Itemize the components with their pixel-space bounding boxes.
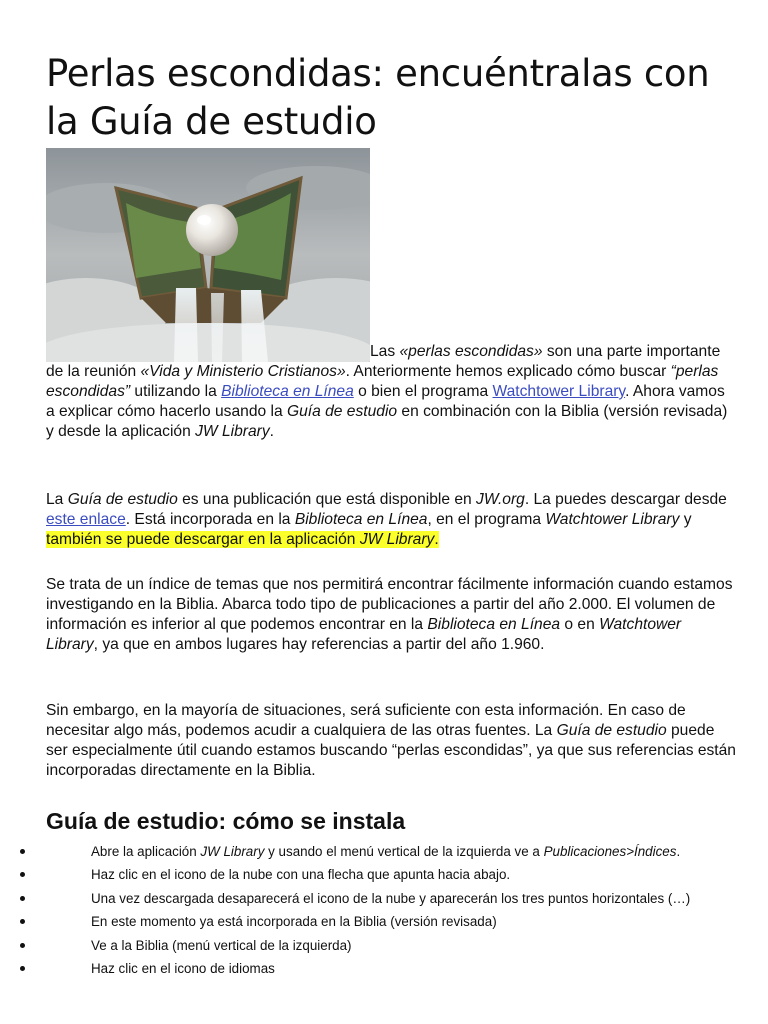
- highlight-text: .: [434, 531, 439, 548]
- bullet-icon: [20, 872, 25, 877]
- intro-text: . Anteriormente hemos explicado cómo buscar: [345, 363, 671, 380]
- para4-text: puede ser especialmente útil cuando estamos buscando “perlas escondidas”, ya que sus referencias están incorporadas directamente en la Biblia.: [46, 722, 736, 779]
- bullet-icon: [20, 966, 25, 971]
- bullet-icon: [20, 849, 25, 854]
- hero-image: [46, 148, 370, 362]
- paragraph-guia-intro: [46, 490, 736, 550]
- page-title: Perlas escondidas: encuéntralas con la Guía de estudio: [46, 52, 710, 143]
- para2-text: Biblioteca en Línea: [294, 511, 428, 528]
- intro-text: JW Library: [195, 423, 270, 440]
- list-item: [0, 934, 740, 957]
- step-text: JW Library: [200, 844, 265, 859]
- para2-text: JW.org: [476, 491, 525, 508]
- watchtower-library-link[interactable]: Watchtower Library: [492, 383, 626, 400]
- intro-text: «Vida y Ministerio Cristianos»: [140, 363, 346, 380]
- intro-text: .: [269, 423, 274, 440]
- para3-text: o en: [560, 616, 600, 633]
- para3-text: Biblioteca en Línea: [427, 616, 561, 633]
- section-heading: Guía de estudio: cómo se instala: [46, 808, 406, 834]
- list-item: [0, 887, 740, 910]
- list-item: [0, 840, 740, 863]
- paragraph-indice: [46, 575, 736, 655]
- list-item: [0, 863, 740, 886]
- highlight-text: JW Library: [359, 531, 435, 548]
- intro-text: o bien el programa: [353, 383, 493, 400]
- bullet-icon: [20, 919, 25, 924]
- para4-text: Guía de estudio: [556, 722, 667, 739]
- intro-text: Guía de estudio: [286, 403, 398, 420]
- para2-text: Guía de estudio: [67, 491, 178, 508]
- list-item: [0, 910, 740, 933]
- para3-text: , ya que en ambos lugares hay referencias a partir del año 1.960.: [93, 636, 545, 653]
- highlight-text: también se puede descargar en la aplicación: [46, 531, 360, 548]
- este-enlace-link[interactable]: este enlace: [46, 511, 126, 528]
- intro-text: . Ahora vamos a explicar cómo hacerlo usando la: [46, 383, 725, 420]
- para2-text: es una publicación que está disponible en: [177, 491, 477, 508]
- para2-text: . Está incorporada en la: [125, 511, 295, 528]
- intro-text: “perlas escondidas”: [46, 363, 719, 400]
- step-text: y usando el menú vertical de la izquierda ve a: [264, 844, 544, 859]
- highlighted-text: [46, 531, 439, 548]
- list-item: [0, 957, 740, 980]
- step-text: Haz clic en el icono de idiomas: [91, 961, 275, 977]
- para2-text: La: [46, 491, 68, 508]
- intro-text: utilizando la: [130, 383, 222, 400]
- biblioteca-en-linea-link[interactable]: Biblioteca en Línea: [221, 383, 354, 400]
- intro-text: Las: [370, 343, 400, 360]
- para2-text: Watchtower Library: [545, 511, 680, 528]
- intro-text: son una parte importante de la reunión: [46, 343, 721, 380]
- paragraph-sin-embargo: [46, 701, 736, 781]
- intro-text: «perlas escondidas»: [399, 343, 543, 360]
- para2-text: . La puedes descargar desde: [524, 491, 727, 508]
- install-steps-list: [0, 840, 740, 980]
- para4-text: Sin embargo, en la mayoría de situaciones, será suficiente con esta información. En caso de necesitar algo más, podemos acudir a cualquiera de las otras fuentes. La: [46, 702, 686, 739]
- step-text: Una vez descargada desaparecerá el icono de la nube y aparecerán los tres puntos horizontales (…): [91, 890, 691, 906]
- bullet-icon: [20, 943, 25, 948]
- step-text: Ve a la Biblia (menú vertical de la izquierda): [91, 937, 352, 953]
- para2-text: y: [679, 511, 692, 528]
- step-text: .: [676, 844, 681, 859]
- para2-text: , en el programa: [427, 511, 546, 528]
- bullet-icon: [20, 896, 25, 901]
- para3-text: Watchtower Library: [46, 616, 682, 653]
- step-text: Publicaciones>Índices: [543, 844, 677, 859]
- step-text: Haz clic en el icono de la nube con una flecha que apunta hacia abajo.: [91, 867, 511, 883]
- step-text: En este momento ya está incorporada en la Biblia (versión revisada): [91, 914, 497, 930]
- hero-illustration: [46, 148, 370, 362]
- intro-paragraph: [46, 148, 736, 442]
- step-text: Abre la aplicación: [91, 844, 201, 859]
- intro-text: en combinación con la Biblia (versión revisada) y desde la aplicación: [46, 403, 728, 440]
- para3-text: Se trata de un índice de temas que nos permitirá encontrar fácilmente información cuando estamos investigando en la Biblia. Abarca todo tipo de publicaciones a partir del año 2.000. El volumen de información es inferior al que podemos encontrar en la: [46, 576, 733, 633]
